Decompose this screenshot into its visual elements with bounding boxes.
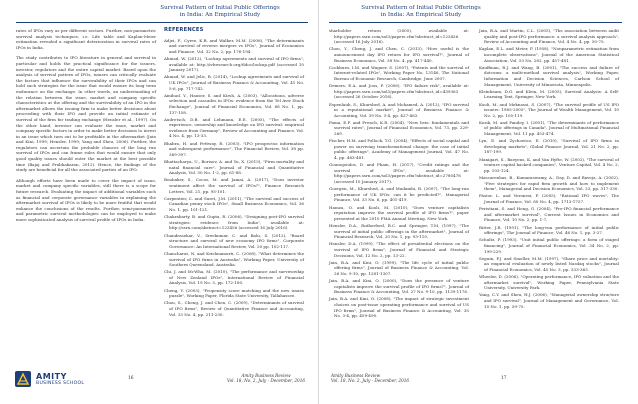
header-title-line1: Survival Pattern of Initial Public Offerings <box>160 5 280 11</box>
page-number: 17 <box>501 376 507 381</box>
reference-item: Fama, E.F. and French, K.R. (2004), "New lists: fundamentals and survival rates", Journal of Financial Economics, Vol. 73, pp. 229-269. <box>329 119 469 137</box>
reference-item: Pástor, L. and Veronesi, P. (2005), "Rational IPO waves", The Journal of Finance, Vol. 60 No. 4, pp. 1713-1757. <box>479 193 619 204</box>
body-paragraph: rates of IPOs vary as per different sectors. Further, non-parametric survival analysis techniques, i.e. Life table and Kaplan-Meier estimation revealed a significant deterioration in survival rates of IPOs in India. <box>16 28 156 50</box>
reference-item: Lyn, E. and Zychowicz, E. (2010), "Survival of IPO firms in developing markets", Global Finance Journal, Vol. 21 No. 2, pp. 187-199. <box>479 138 619 155</box>
reference-item: Kaplan, E.L. and Meier, P. (1958), "Nonparametric estimation from incomplete observations", Journal of the American Statistical Association, Vol. 53 No. 282, pp. 457-481. <box>479 46 619 63</box>
reference-item: Adjei, F., Cyree, K.B. and Walker, M.M. (2008), "The determinants and survival of reverse mergers vs IPOs", Journal of Economics and Finance, Vol. 32 No. 2, pp. 176-194. <box>164 37 304 54</box>
reference-item: Ritter, J.R. (1991), "The long-run performance of initial public offerings", The Journal of Finance, Vol. 46 No. 1, pp. 3-27. <box>479 224 619 236</box>
reference-item: Hensler, D.A. (1999), "The effect of presidential elections on the survival of IPO firms", Journal of Financial and Strategic Decisions, Vol. 12 No. 2, pp. 13-22. <box>329 241 469 258</box>
logo-main-text: AMITY <box>36 371 67 381</box>
reference-item: Schultz, P. (1993), "Unit initial public offerings: a form of staged financing", Journal of Financial Economics, Vol. 34 No. 2, pp. 199-229. <box>479 237 619 254</box>
reference-item: Kosik, M. and Pandey, I. (2001), "The determinants of performance of public offerings in Canada", Journal of Multinational Financial Management, Vol. 11 pp. 453-474. <box>479 119 619 137</box>
reference-item: Bhabra, H. and Pettway, R. (2003), "IPO prospectus information and subsequent performance", The Financial Review, Vol. 38 pp. 369-397. <box>164 140 304 157</box>
reference-item: Boubaker, S., Cocos, M. and Jamai, A. (2017), "Does investor sentiment affect the survival of IPOs?", Finance Research Letters, Vol. 21, pp. 95-101. <box>164 177 304 194</box>
reference-item: Hamza, O. and Kooli, M. (2010), "Does venture capitalists reputation improve the survival profile of IPO firms?", paper presented at the 2010 FMA Annual Meeting, New York. <box>329 204 469 221</box>
reference-item: Kauffman, R.J. and Wang, B. (2001), "The success and failure of dotcoms: a multi-method survival analysis", Working Paper, Information and Decision Sciences, Carlson School of Management, University of Minnesota, Minneapolis. <box>479 64 619 87</box>
amity-logo <box>14 370 84 388</box>
header-rule <box>329 22 622 23</box>
reference-item: Audretsch, D.B. and Lehmann, E.E. (2005), "The effects of experience, ownership and knowledge on IPO survival: empirical evidence from Germany", Review of Accounting and Finance, Vol. 4 No. 4, pp. 13-33. <box>164 116 304 139</box>
reference-item: Gounopoulos, D. and Pham, H. (2017), "Credit ratings and the survival of IPOs", available at: http://papers.ssrn.com/sol3/papers.cfm?abstract_id=2780476 (accessed 10 January 2017). <box>329 162 469 184</box>
header-title-line2: in India: An Empirical Study <box>380 12 462 18</box>
reference-item: Hensler, D.A., Rutherford, R.C. and Springer, T.M. (1997), "The survival of initial public offerings in the aftermarket", Journal of Financial Research, Vol. 20 No. 1, pp. 93-110. <box>329 222 469 240</box>
reference-item: Kleinbaum, D.G. and Klein, M. (2005), Survival Analysis: A Self-Learning Text, Springer, New York. <box>479 88 619 100</box>
reference-item: sharholder return (2005), available at: http://papers.ssrn.com/sol3/papers.cfm?abstract_id=123456 (accessed 16 July 2016). <box>329 28 469 45</box>
reference-item: Wheeler, D. (2006), "Operating performance, IPO valuation and the aftermarket survival", Working Paper, Pennsylvania State University, University Park. <box>479 274 619 291</box>
reference-item: Ahmad, W. (2012), "Lockup agreements and survival of IPO firms", available at: http://ivlresearch.org/tldoc/lockup.pdf (accessed 10 January 2017). <box>164 55 304 73</box>
reference-item: Goergen, M., Khurshed, A. and Mudambi, R. (2007), "The long-run performance of UK IPOs: can it be predicted?", Managerial Finance, Vol. 33 No. 6, pp. 401-419. <box>329 186 469 203</box>
left-column-body <box>16 28 156 228</box>
running-header <box>130 5 310 19</box>
header-title-line1: Survival Pattern of Initial Public Offerings <box>361 5 481 11</box>
reference-item: Manigart, S., Baeyens, K. and Van Hyfte, W. (2002), "The survival of venture capital backed companies", Venture Capital, Vol. 4 No. 2, pp. 103-124. <box>479 156 619 173</box>
reference-item: Mascarenhas, B., Kumaraswamy, A., Day, D. and Baveja, A. (2002), "Five strategies for rapid firm growth and how to implement them", Managerial and Decision Economics, Vol. 23, pp. 317-330. <box>479 175 619 192</box>
reference-item: Chakrabarty, B. and Gupta, R. (2006), "Designing post-IPO survival strategies: evidence from India", available at: http://ssrn.com/abstract=123456 (accessed 16 July 2016). <box>164 214 304 231</box>
left-footer <box>0 370 319 394</box>
references-column-1 <box>329 28 469 320</box>
journal-info: Amity Business Review Vol. 18, No. 2, July - December, 2016 <box>226 373 306 384</box>
page-number: 16 <box>128 376 134 381</box>
reference-item: Chou, S., Cheng, J. and Chen, C. (2009), "Determinants of survival of IPO firms", Review of Quantitative Finance and Accounting, Vol. 33 No. 4, pp. 211-230. <box>164 300 304 317</box>
reference-item: Chancharat, N. and Krishnamurti, C. (2008), "What determines the survival of IPO firms in Australia", Working Paper, University of Southern Queensland, Australia. <box>164 250 304 268</box>
body-paragraph: The study contributes to IPO literature in general and survival in particular and holds the practical significance for the issuers, investor, regulators and the entire capital market. Based upon the analysis of survival pattern of IPOs, issuers can critically evaluate the factors that influence the survivability of their IPOs and can hold such strategies for the issue that would ensure its long term endurance on the exchange. In other words, an understanding of the relation between the issue, market and company specific characteristics at the offering and the survivability of an IPO in the aftermarket allows the issuing firm to make better decisions about proceeding with their IPO and provide an initial estimate of survival of the firm for trading exchange (Hensler et al., 1997). On the other hand, investor can evaluate the issue, market and company specific factors in order to make better decisions to invest in an issue which turn out to be profitable in the aftermarket (Jain and Kini, 1999; Hensler, 1999; Yang and Sheu, 2006). Further, the regulators can ascertain the probable chances of the long run survival of IPOs and can frame rules that would ensure that only good quality issues should enter the market at the best possible time (Bajaj and Prabhakaran, 2012). Hence, the findings of the study are beneficial for all the associated parties of an IPO. <box>16 55 156 173</box>
reference-item: Carpentier, C. and Suret, J.M. (2011), "The survival and success of Canadian penny stock IPOs", Small Business Economics, Vol. 36 No. 1, pp. 101-121. <box>164 195 304 212</box>
reference-item: Kooli, M. and Meknassi, S. (2007), "The survival profile of US IPO issuers: 1985-2005", The Journal of Wealth Management, Vol. 10 No. 2, pp. 105-119. <box>479 101 619 118</box>
body-paragraph: Although efforts have been made to cover the impact of issue, market and company specific variables, still there is a scope for future research. Evaluating the impact of additional variables such as financial and corporate governance variables in explaining the aftermarket survival of IPOs is likely to be more fruitful that would enhance the conclusions of the results. Further, semi-parametric and parametric survival methodologies can be employed to make more sophisticated analysis of survival profile of IPOs in India. <box>16 177 156 222</box>
reference-item: Jain, B.A. and Kini, O. (1999), "The life cycle of initial public offering firms", Journal of Business Finance & Accounting, Vol. 26 No. 9-10, pp. 1281-1307. <box>329 259 469 276</box>
reference-item: Seguin, P.J. and Smoller, M.M. (1997), "Share price and mortality: an empirical evaluation of newly listed Nasdaq stocks", Journal of Financial Economics, Vol. 45 No. 3, pp. 333-363. <box>479 255 619 272</box>
right-footer <box>319 370 638 394</box>
reference-item: Cheng, Y. (2003), "Propensity score matching and the new issues puzzle", Working Paper, Florida State University, Tallahassee. <box>164 287 304 299</box>
reference-item: Chandrasekar, V., Sreekumar, C. and Balu, S. (2012), "Board structure and survival of new economy IPO firms", Corporate Governance: An International Review, Vol. 20 pp. 102-117. <box>164 232 304 249</box>
references-column-2 <box>479 28 619 311</box>
reference-item: Cockburn, I.M. and Wagner, S. (2007), "Patents and the survival of Internet-related IPOs", Working Paper No. 13146, The National Bureau of Economic Research, Cambridge, June 2007. <box>329 64 469 81</box>
reference-item: Peristiani, S. and Hong, G. (2004), "Pre-IPO financial performance and aftermarket survival", Current Issues in Economics and Finance, Vol. 10 No. 2, pp. 1-7. <box>479 206 619 223</box>
amity-emblem-icon <box>14 370 32 388</box>
reference-item: Jain, B.A. and Kini, O. (2008), "The impact of strategic investment choices on post-issue operating performance and survival of US IPO firms", Journal of Business Finance & Accounting, Vol. 35 No. 3-4, pp. 459-490. <box>329 296 469 319</box>
reference-item: Amihud, Y., Hauser, S. and Kirsh, A. (2003), "Allocations, adverse selection and cascades in IPOs: evidence from the Tel Aviv Stock Exchange", Journal of Financial Economics, Vol. 68 No. 1, pp. 137-158. <box>164 92 304 115</box>
reference-item: Fischer, H.M. and Pollock, T.G. (2004), "Effects of social capital and power on surviving transformational change: the case of initial public offerings", Academy of Management Journal, Vol. 47 No. 4, pp. 463-481. <box>329 138 469 161</box>
reference-item: Espenlaub, S., Khurshed, A. and Mohamed, A. (2012), "IPO survival in a reputational market", Journal of Business Finance & Accounting, Vol. 39 No. 3-4, pp. 427-463. <box>329 101 469 118</box>
reference-item: Bhattacharya, U., Borisov, A. and Yu, X. (2015), "Firm mortality and natal financial care", Journal of Financial and Quantitative Analysis, Vol. 50 No. 1-2, pp. 61-88. <box>164 159 304 176</box>
running-header <box>331 5 511 19</box>
right-page <box>319 0 638 404</box>
references-heading: REFERENCES <box>164 27 204 33</box>
header-rule <box>16 22 308 23</box>
reference-item: Jain, B.A. and Martin, C.L. (2005), "The association between audit quality and post-IPO performance: a survival analysis approach", Review of Accounting and Finance, Vol. 4 No. 4, pp. 50-75. <box>479 28 619 45</box>
reference-item: Demers, E.A. and Joos, P. (2006), "IPO failure risk", available at: http://papers.ssrn.com/sol3/papers.cfm?abstract_id=439363 (accessed 26 October 2016). <box>329 83 469 100</box>
logo-sub-text: BUSINESS SCHOOL <box>36 380 85 386</box>
reference-item: Chi, J. and McWha, M. (2010), "The performance and survivorship of New Zealand IPOs", International Review of Financial Analysis, Vol. 19 No. 3, pp. 172-180. <box>164 269 304 286</box>
reference-item: Jain, B.A. and Kini, O. (2000), "Does the presence of venture capitalists improve the survival profile of IPO firms?", Journal of Business Finance & Accounting, Vol. 27 No. 9-10, pp. 1139-1176. <box>329 278 469 295</box>
references-column <box>164 28 304 319</box>
reference-item: Chou, Y., Cheng, J. and Chen, C. (2013), "How useful is the announcement day IPO return for IPO survival?", Journal of Business Economics, Vol. 38 No. 4, pp. 417-440. <box>329 46 469 63</box>
reference-item: Yang, C.Y. and Sheu, H.J. (2006), "Managerial ownership structure and IPO survival", Journal of Management and Governance, Vol. 10 No. 1, pp. 59-75. <box>479 292 619 309</box>
reference-item: Ahmad, W. and Jelic, R. (2014), "Lockup agreements and survival of UK IPOs", Journal of Business Finance & Accounting, Vol. 41 No. 5-6, pp. 717-742. <box>164 74 304 91</box>
journal-info: Amity Business Review Vol. 18, No. 2, July - December, 2016 <box>331 373 410 384</box>
header-title-line2: in India: An Empirical Study <box>179 12 261 18</box>
